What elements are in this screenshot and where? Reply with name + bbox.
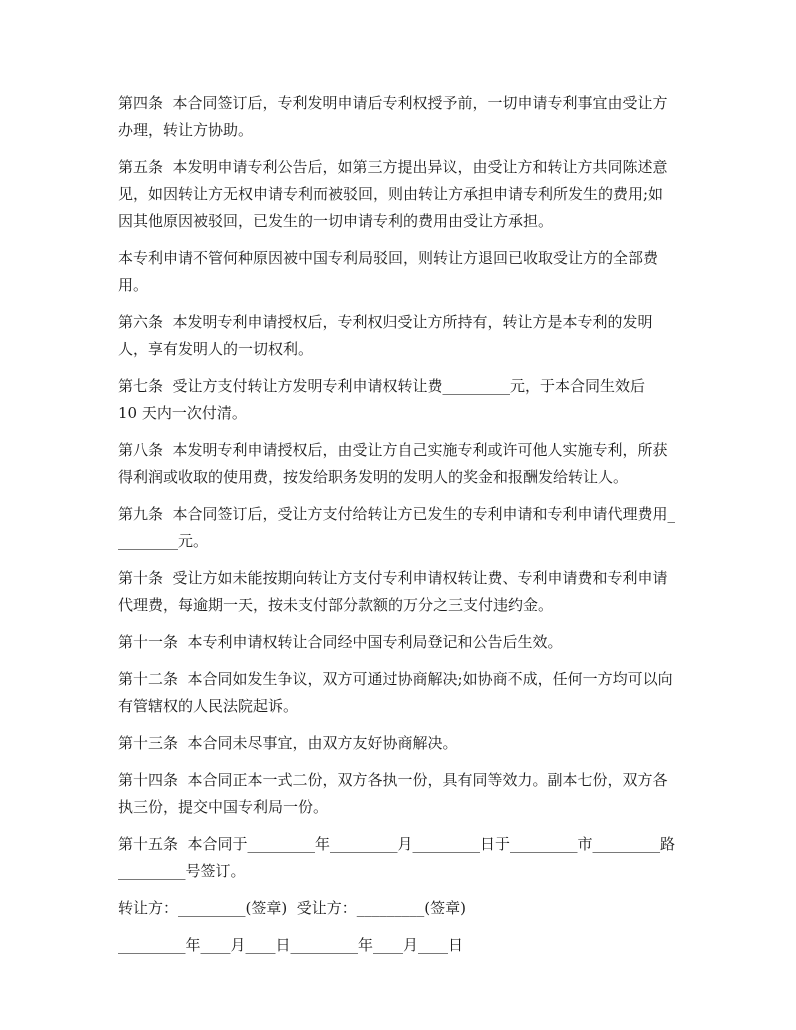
clause-11: 第十一条 本专利申请权转让合同经中国专利局登记和公告后生效。	[118, 633, 563, 651]
clause-13: 第十三条 本合同未尽事宜，由双方友好协商解决。	[118, 734, 458, 752]
clause-6: 第六条 本发明专利申请授权后，专利权归受让方所持有，转让方是本专利的发明人，享有发明人的一切权利。	[118, 313, 653, 358]
clause-4: 第四条 本合同签订后，专利发明申请后专利权授予前，一切申请专利事宜由受让方办理，转让方协助。	[118, 94, 668, 139]
document-body	[118, 90, 678, 969]
signature-line: 转让方：_________(签章) 受让方：_________(签章)	[118, 899, 466, 917]
date-line: _________年____月____日_________年____月____日	[118, 936, 464, 954]
clause-5-supplement: 本专利申请不管何种原因被中国专利局驳回，则转让方退回已收取受让方的全部费用。	[118, 249, 659, 294]
clause-10: 第十条 受让方如未能按期向转让方支付专利申请权转让费、专利申请费和专利申请代理费，每逾期一天，按未支付部分款额的万分之三支付违约金。	[118, 569, 668, 614]
clause-5: 第五条 本发明申请专利公告后，如第三方提出异议，由受让方和转让方共同陈述意见，如因转让方无权申请专利而被驳回，则由转让方承担申请专利所发生的费用;如因其他原因被驳回，已发生的一切申请专利的费用由受让方承担。	[118, 158, 668, 230]
clause-12: 第十二条 本合同如发生争议，双方可通过协商解决;如协商不成，任何一方均可以向有管辖权的人民法院起诉。	[118, 670, 673, 715]
clause-15: 第十五条 本合同于_________年_________月_________日于_________市_________路_________号签订。	[118, 835, 676, 880]
clause-7: 第七条 受让方支付转让方发明专利申请权转让费_________元，于本合同生效后 10 天内一次付清。	[118, 377, 646, 422]
clause-9: 第九条 本合同签订后，受让方支付给转让方已发生的专利申请和专利申请代理费用_________元。	[118, 505, 676, 550]
clause-14: 第十四条 本合同正本一式二份，双方各执一份，具有同等效力。副本七份，双方各执三份，提交中国专利局一份。	[118, 771, 668, 816]
clause-8: 第八条 本发明专利申请授权后，由受让方自己实施专利或许可他人实施专利，所获得利润或收取的使用费，按发给职务发明的发明人的奖金和报酬发给转让人。	[118, 441, 668, 486]
